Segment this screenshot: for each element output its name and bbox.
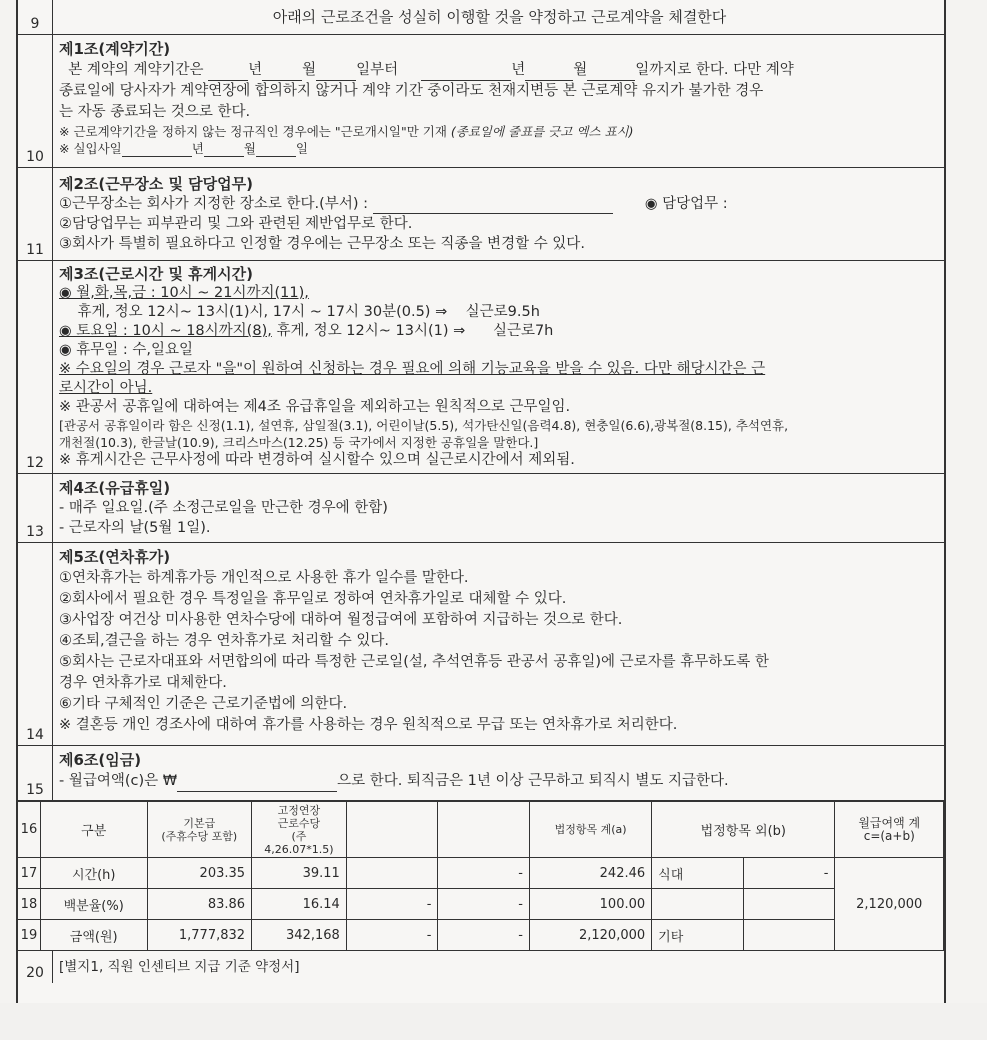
article-3-working-hours: 제3조(근로시간 및 휴게시간) ◉ 월,화,목,금 : 10시 ~ 21시까지(11), 휴게, 정오 12시~ 13시(1)시, 17시 ~ 17시 30분(0.5) ⇒ 실근로9.5h ◉ 토요일 : 10시 ~ 18시까지(8), 휴게, 정오 12시~ 13시(1) ⇒ 실근로7h ◉ 휴무일 : 수,일요일 ※ 수요일의 경우 근로자 "을"이 원하여 신청하는 경우 필요에 의해 기능교육을 받을 수 있음. 다만 해당시간은 근 로시간이 아님. ※ 관공서 공휴일에 대하여는 제4조 유급휴일을 제외하고는 원칙적으로 근무일임. [관공서 공휴일이라 함은 신정(1.1), 설연휴, 삼일절(3.1), 어린이날(5.5), 석가탄신일(음력4.8), 현충일(6.6),광복절(8.15), 추석연휴, 개천절(10.3), 한글날(10.9), 크리스마스(12.25) 등 국가에서 지정한 공휴일을 말한다.] ※ 휴게시간은 근무사정에 따라 변경하여 실시할수 있으며 실근로시간에서 제외됨. [53, 261, 944, 473]
row-number: 18 [18, 889, 40, 920]
header-legal-total: 법정항목 계(a) [529, 802, 651, 858]
row-label: 백분율(%) [40, 889, 147, 920]
salary-blank[interactable] [177, 776, 337, 792]
cell-legal-total: 242.46 [529, 858, 651, 889]
table-row-hours [18, 858, 944, 889]
cell-base: 1,777,832 [147, 920, 252, 951]
contract-sheet [16, 0, 946, 1005]
cell-monthly-total: 2,120,000 [835, 858, 944, 951]
cell-base: 83.86 [147, 889, 252, 920]
header-category: 구분 [40, 802, 147, 858]
cell-overtime: 342,168 [252, 920, 347, 951]
cell-dash: - [438, 858, 530, 889]
cell-overtime: 39.11 [252, 858, 347, 889]
header-overtime-pay: 고정연장 근로수당 (주4,26.07*1.5) [252, 802, 347, 858]
header-non-legal: 법정항목 외(b) [652, 802, 835, 858]
article-title: 제2조(근무장소 및 담당업무) [59, 175, 253, 193]
department-blank[interactable] [373, 198, 613, 214]
row-number: 12 [18, 261, 53, 473]
cell-non-legal-label: 식대 [652, 858, 744, 889]
cell-dash: - [438, 920, 530, 951]
day-blank[interactable] [316, 65, 356, 81]
day-blank[interactable] [587, 65, 635, 81]
row-13 [18, 474, 944, 543]
header-empty [346, 802, 438, 858]
header-monthly-total: 월급여액 계 c=(a+b) [835, 802, 944, 858]
row-11 [18, 168, 944, 261]
appendix-reference: [별지1, 직원 인센티브 지급 기준 약정서] [59, 959, 300, 975]
row-number: 19 [18, 920, 40, 951]
page-margin [0, 1003, 987, 1040]
row-number: 17 [18, 858, 40, 889]
article-5-annual-leave: 제5조(연차휴가) ①연차휴가는 하계휴가등 개인적으로 사용한 휴가 일수를 말한다. ②회사에서 필요한 경우 특정일을 휴무일로 정하여 연차휴가일로 대체할 수 있다. ③사업장 여건상 미사용한 연차수당에 대하여 월정급여에 포함하여 지급하는 것으로 한다. ④조퇴,결근을 하는 경우 연차휴가로 처리할 수 있다. ⑤회사는 근로자대표와 서면합의에 따라 특정한 근로일(설, 추석연휴등 관공서 공휴일)에 근로자를 휴무하도록 한 경우 연차휴가로 대체한다. ⑥기타 구체적인 기준은 근로기준법에 의한다. ※ 결혼등 개인 경조사에 대하여 휴가를 사용하는 경우 원칙적으로 무급 또는 연차휴가로 처리한다. [53, 543, 944, 745]
article-1-contract-period: 제1조(계약기간) 본 계약의 계약기간은 년 월 일부터 년 월 일까지로 한다. 다만 계약 종료일에 당사자가 계약연장에 합의하지 않거나 계약 기간 중이라도 천재지변등 본 근로계약 유지가 불가한 경우 는 자동 종료되는 것으로 한다. ※ 근로계약기간을 정하지 않는 정규직인 경우에는 "근로개시일"만 기재 (종료일에 줄표를 긋고 엑스 표시) ※ 실입사일 년 월 일 [53, 35, 944, 167]
cell-dash: - [346, 889, 438, 920]
row-label: 금액(원) [40, 920, 147, 951]
article-2-workplace: 제2조(근무장소 및 담당업무) ①근무장소는 회사가 지정한 장소로 한다.(부서) : ◉ 담당업무 : ②담당업무는 피부관리 및 그와 관련된 제반업무로 한다. ③회사가 특별히 필요하다고 인정할 경우에는 근무장소 또는 직종을 변경할 수 있다. [53, 168, 944, 260]
header-empty [438, 802, 530, 858]
cell-empty [346, 858, 438, 889]
row-number: 11 [18, 168, 53, 260]
cell-base: 203.35 [147, 858, 252, 889]
row-label: 시간(h) [40, 858, 147, 889]
year-blank[interactable] [122, 141, 192, 157]
article-title: 제6조(임금) [59, 751, 142, 769]
article-title: 제5조(연차휴가) [59, 548, 171, 566]
cell-dash: - [346, 920, 438, 951]
article-4-paid-holidays: 제4조(유급휴일) - 매주 일요일.(주 소정근로일을 만근한 경우에 한함) - 근로자의 날(5월 1일). [53, 474, 944, 542]
header-base-pay: 기본급 (주휴수당 포함) [147, 802, 252, 858]
row-number: 16 [18, 802, 40, 858]
table-row-amount [18, 920, 944, 951]
row-10 [18, 35, 944, 168]
article-title: 제4조(유급휴일) [59, 479, 171, 497]
cell-overtime: 16.14 [252, 889, 347, 920]
year-blank[interactable] [421, 65, 511, 81]
day-blank[interactable] [256, 141, 296, 157]
row-number: 20 [18, 951, 53, 983]
row-number: 9 [18, 0, 53, 34]
row-number: 14 [18, 543, 53, 745]
article-title: 제3조(근로시간 및 휴게시간) [59, 265, 253, 283]
row-number: 13 [18, 474, 53, 542]
year-blank[interactable] [208, 65, 248, 81]
row-9 [18, 0, 944, 35]
cell-legal-total: 100.00 [529, 889, 651, 920]
cell-legal-total: 2,120,000 [529, 920, 651, 951]
month-blank[interactable] [262, 65, 302, 81]
cell-non-legal-label [652, 889, 744, 920]
cell-non-legal-value: - [743, 858, 835, 889]
row-15 [18, 746, 944, 801]
cell-non-legal-value [743, 889, 835, 920]
cell-dash: - [438, 889, 530, 920]
month-blank[interactable] [204, 141, 244, 157]
month-blank[interactable] [525, 65, 573, 81]
agreement-statement: 아래의 근로조건을 성실히 이행할 것을 약정하고 근로계약을 체결한다 [272, 8, 727, 26]
cell-non-legal-value [743, 920, 835, 951]
row-number: 10 [18, 35, 53, 167]
article-6-wages: 제6조(임금) - 월급여액(c)은 ₩ 으로 한다. 퇴직금은 1년 이상 근무하고 퇴직시 별도 지급한다. [53, 746, 944, 800]
article-title: 제1조(계약기간) [59, 40, 171, 58]
table-row-percent [18, 889, 944, 920]
wage-table [18, 801, 944, 951]
row-14 [18, 543, 944, 746]
cell-non-legal-label: 기타 [652, 920, 744, 951]
row-12 [18, 261, 944, 474]
row-20 [18, 951, 944, 983]
row-number: 15 [18, 746, 53, 800]
